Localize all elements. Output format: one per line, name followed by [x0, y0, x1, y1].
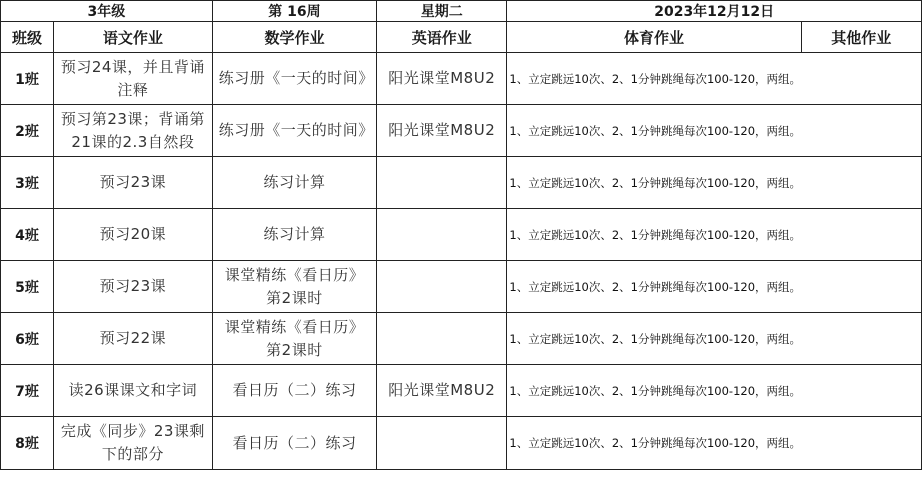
pe-cell: 1、立定跳远10次、2、1分钟跳绳每次100-120，两组。: [507, 261, 801, 313]
header-english: 英语作业: [377, 22, 507, 53]
grade-cell: 3年级: [1, 1, 213, 22]
other-cell: [801, 157, 921, 209]
header-math: 数学作业: [212, 22, 376, 53]
chinese-cell: 预习20课: [53, 209, 212, 261]
header-pe: 体育作业: [507, 22, 801, 53]
math-cell: 练习册《一天的时间》: [212, 105, 376, 157]
class-cell: 4班: [1, 209, 54, 261]
chinese-cell: 预习第23课；背诵第21课的2.3自然段: [53, 105, 212, 157]
math-cell: 练习计算: [212, 209, 376, 261]
english-cell: [377, 209, 507, 261]
other-cell: [801, 261, 921, 313]
math-cell: 看日历（二）练习: [212, 417, 376, 470]
chinese-cell: 预习23课: [53, 157, 212, 209]
english-cell: [377, 313, 507, 365]
other-cell: [801, 417, 921, 470]
english-cell: 阳光课堂M8U2: [377, 105, 507, 157]
math-cell: 课堂精练《看日历》第2课时: [212, 313, 376, 365]
table-row: [1, 417, 922, 470]
math-cell: 练习计算: [212, 157, 376, 209]
table-row: [1, 105, 922, 157]
table-row: [1, 157, 922, 209]
class-cell: 6班: [1, 313, 54, 365]
pe-cell: 1、立定跳远10次、2、1分钟跳绳每次100-120，两组。: [507, 53, 801, 105]
english-cell: [377, 417, 507, 470]
table-row: [1, 209, 922, 261]
english-cell: 阳光课堂M8U2: [377, 53, 507, 105]
math-cell: 练习册《一天的时间》: [212, 53, 376, 105]
other-cell: [801, 105, 921, 157]
week-cell: 第 16周: [212, 1, 376, 22]
math-cell: 课堂精练《看日历》第2课时: [212, 261, 376, 313]
date-cell: 2023年12月12日: [507, 1, 922, 22]
header-other: 其他作业: [801, 22, 921, 53]
pe-cell: 1、立定跳远10次、2、1分钟跳绳每次100-120，两组。: [507, 157, 801, 209]
english-cell: 阳光课堂M8U2: [377, 365, 507, 417]
chinese-cell: 完成《同步》23课剩下的部分: [53, 417, 212, 470]
english-cell: [377, 261, 507, 313]
other-cell: [801, 53, 921, 105]
header-chinese: 语文作业: [53, 22, 212, 53]
table-row: [1, 365, 922, 417]
chinese-cell: 预习24课，并且背诵注释: [53, 53, 212, 105]
pe-cell: 1、立定跳远10次、2、1分钟跳绳每次100-120，两组。: [507, 209, 801, 261]
table-row: [1, 261, 922, 313]
math-cell: 看日历（二）练习: [212, 365, 376, 417]
class-cell: 8班: [1, 417, 54, 470]
class-cell: 7班: [1, 365, 54, 417]
pe-cell: 1、立定跳远10次、2、1分钟跳绳每次100-120，两组。: [507, 417, 801, 470]
table-row: [1, 313, 922, 365]
chinese-cell: 预习22课: [53, 313, 212, 365]
header-class: 班级: [1, 22, 54, 53]
class-cell: 1班: [1, 53, 54, 105]
other-cell: [801, 209, 921, 261]
chinese-cell: 读26课课文和字词: [53, 365, 212, 417]
other-cell: [801, 313, 921, 365]
class-cell: 3班: [1, 157, 54, 209]
pe-cell: 1、立定跳远10次、2、1分钟跳绳每次100-120，两组。: [507, 105, 801, 157]
header-row: [1, 22, 922, 53]
pe-cell: 1、立定跳远10次、2、1分钟跳绳每次100-120，两组。: [507, 365, 801, 417]
english-cell: [377, 157, 507, 209]
chinese-cell: 预习23课: [53, 261, 212, 313]
other-cell: [801, 365, 921, 417]
class-cell: 5班: [1, 261, 54, 313]
weekday-cell: 星期二: [377, 1, 507, 22]
title-row: [1, 1, 922, 22]
class-cell: 2班: [1, 105, 54, 157]
pe-cell: 1、立定跳远10次、2、1分钟跳绳每次100-120，两组。: [507, 313, 801, 365]
table-row: [1, 53, 922, 105]
